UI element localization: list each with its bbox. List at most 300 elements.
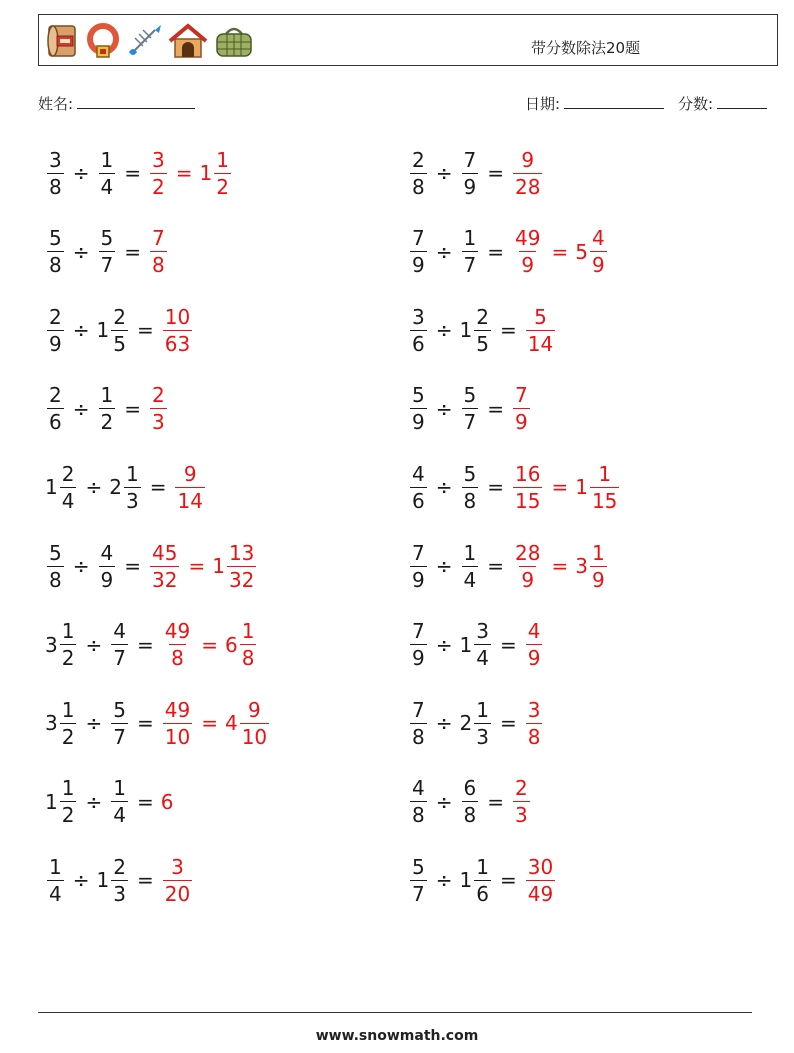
fraction — [124, 461, 141, 513]
fraction — [410, 383, 427, 435]
numerator: 7 — [515, 383, 528, 408]
mixed-number — [511, 540, 544, 592]
mixed-number — [97, 383, 118, 435]
mixed-number — [408, 619, 429, 671]
numerator: 1 — [216, 147, 229, 172]
whole-part: 6 — [224, 632, 238, 657]
numerator: 7 — [412, 226, 425, 251]
fraction — [474, 304, 491, 356]
numerator: 7 — [463, 147, 477, 172]
mixed-number — [459, 619, 493, 671]
numerator: 4 — [412, 776, 425, 801]
divide-sign: ÷ — [435, 711, 453, 736]
denominator: 9 — [591, 253, 605, 278]
mixed-number — [148, 226, 169, 278]
denominator: 8 — [152, 253, 165, 278]
numerator: 1 — [591, 540, 605, 565]
numerator: 2 — [412, 147, 425, 172]
mixed-number — [45, 147, 66, 199]
mixed-number — [45, 776, 78, 828]
divide-sign: ÷ — [72, 396, 90, 421]
divide-sign: ÷ — [435, 396, 453, 421]
mixed-number — [511, 226, 544, 278]
numerator: 5 — [100, 226, 114, 251]
fraction — [99, 383, 116, 435]
problem-13 — [45, 615, 258, 675]
fraction — [47, 540, 64, 592]
fraction — [60, 697, 77, 749]
equals-sign: = — [487, 239, 504, 264]
denominator: 8 — [49, 567, 62, 592]
score-field — [678, 93, 767, 114]
name-blank[interactable] — [77, 94, 195, 109]
equals-sign: = — [124, 161, 141, 185]
mixed-number — [408, 776, 429, 828]
numerator: 1 — [463, 540, 477, 565]
fraction — [410, 540, 427, 592]
denominator: 3 — [125, 488, 139, 513]
divide-sign: ÷ — [435, 554, 453, 578]
whole-part: 1 — [199, 161, 213, 185]
numerator: 1 — [61, 697, 75, 722]
equals-sign: = — [487, 789, 504, 814]
numerator: 3 — [152, 147, 165, 172]
equals-sign: = — [487, 554, 504, 578]
numerator: 4 — [591, 226, 605, 251]
mixed-number — [459, 697, 493, 749]
fraction — [513, 383, 530, 435]
fraction — [462, 776, 479, 828]
divide-sign: ÷ — [72, 318, 90, 343]
mixed-number — [45, 854, 66, 906]
mixed-number — [408, 304, 429, 356]
answer — [511, 226, 609, 278]
problem-9 — [45, 457, 207, 517]
score-blank[interactable] — [717, 94, 767, 109]
numerator: 5 — [412, 383, 425, 408]
mixed-number — [109, 776, 130, 828]
fraction — [462, 147, 479, 199]
mixed-number — [97, 540, 118, 592]
whole-part: 1 — [459, 632, 473, 657]
mixed-number — [224, 697, 271, 749]
fraction — [163, 854, 192, 906]
equals-sign: = — [136, 632, 154, 657]
denominator: 4 — [49, 881, 62, 906]
answer — [524, 619, 545, 671]
denominator: 6 — [49, 410, 62, 435]
denominator: 5 — [113, 331, 126, 356]
header-box — [38, 14, 778, 66]
divide-sign: ÷ — [72, 161, 90, 185]
equals-sign: = — [551, 554, 569, 578]
denominator: 32 — [228, 567, 255, 592]
numerator: 1 — [125, 461, 139, 486]
mixed-number — [212, 540, 258, 592]
answer — [148, 540, 258, 592]
answer — [524, 697, 545, 749]
fraction — [150, 226, 167, 278]
mixed-number — [511, 461, 544, 513]
answer — [511, 540, 609, 592]
denominator: 8 — [412, 724, 425, 749]
denominator: 10 — [241, 724, 268, 749]
numerator: 1 — [100, 147, 114, 172]
denominator: 8 — [412, 803, 425, 828]
whole-part: 1 — [96, 868, 110, 893]
fraction — [163, 619, 192, 671]
denominator: 4 — [113, 803, 126, 828]
problem-12 — [408, 536, 609, 596]
problem-18 — [408, 772, 532, 832]
mixed-number — [109, 461, 142, 513]
numerator: 2 — [515, 776, 528, 801]
mixed-number — [575, 461, 621, 513]
denominator: 4 — [61, 488, 75, 513]
answer — [148, 147, 233, 199]
numerator: 1 — [61, 619, 75, 644]
fraction — [526, 697, 543, 749]
fraction — [150, 147, 167, 199]
problem-7 — [45, 379, 169, 439]
numerator: 4 — [113, 619, 126, 644]
divide-sign: ÷ — [72, 554, 90, 578]
fraction — [99, 226, 116, 278]
answer — [148, 226, 169, 278]
mixed-number — [408, 854, 429, 906]
divide-sign: ÷ — [435, 475, 453, 500]
date-blank[interactable] — [564, 94, 664, 109]
fraction — [47, 383, 64, 435]
fraction — [590, 461, 619, 513]
fraction — [513, 540, 542, 592]
answer — [511, 461, 621, 513]
answer — [173, 461, 206, 513]
denominator: 9 — [100, 567, 114, 592]
mixed-number — [408, 461, 429, 513]
numerator: 2 — [61, 461, 75, 486]
problem-4 — [408, 222, 609, 282]
fraction — [240, 619, 257, 671]
denominator: 8 — [241, 646, 255, 671]
mixed-number — [459, 304, 493, 356]
mixed-number — [224, 619, 258, 671]
problem-11 — [45, 536, 258, 596]
ring-icon — [85, 22, 121, 60]
numerator: 7 — [412, 540, 425, 565]
fraction — [163, 304, 192, 356]
mixed-number — [45, 619, 78, 671]
fishbone-icon — [125, 22, 163, 60]
denominator: 14 — [177, 488, 203, 513]
denominator: 28 — [515, 174, 541, 199]
fraction — [590, 226, 607, 278]
whole-part: 1 — [459, 868, 473, 893]
denominator: 9 — [463, 174, 477, 199]
mixed-number — [408, 697, 429, 749]
denominator: 9 — [49, 331, 62, 356]
answer — [511, 776, 532, 828]
fraction — [150, 540, 179, 592]
numerator: 4 — [412, 461, 425, 486]
denominator: 5 — [476, 331, 489, 356]
denominator: 8 — [527, 724, 541, 749]
whole-part: 3 — [45, 711, 58, 736]
denominator: 10 — [164, 724, 191, 749]
denominator: 63 — [164, 331, 191, 356]
mixed-number — [575, 540, 608, 592]
fraction — [410, 776, 427, 828]
mixed-number — [109, 697, 130, 749]
answer — [148, 383, 169, 435]
denominator: 8 — [49, 253, 62, 278]
numerator: 5 — [49, 226, 62, 251]
denominator: 7 — [463, 253, 477, 278]
equals-sign: = — [499, 711, 517, 736]
mixed-number — [45, 304, 66, 356]
problem-15 — [45, 693, 271, 753]
mixed-number — [109, 619, 130, 671]
numerator: 49 — [164, 697, 191, 722]
mixed-number — [511, 147, 544, 199]
denominator: 2 — [100, 410, 114, 435]
denominator: 7 — [113, 724, 126, 749]
numerator: 5 — [412, 854, 425, 879]
problem-14 — [408, 615, 544, 675]
numerator: 1 — [113, 776, 126, 801]
equals-sign: = — [487, 396, 504, 421]
equals-sign: = — [499, 318, 517, 343]
whole-part: 1 — [45, 789, 58, 814]
divide-sign: ÷ — [435, 632, 453, 657]
fraction — [410, 697, 427, 749]
fraction — [47, 147, 64, 199]
denominator: 7 — [113, 646, 126, 671]
numerator: 1 — [49, 854, 62, 879]
problem-6 — [408, 300, 557, 360]
fraction — [513, 461, 542, 513]
numerator: 1 — [241, 619, 255, 644]
numerator: 7 — [152, 226, 165, 251]
worksheet-title: 带分数除法20题 — [531, 39, 641, 57]
whole-part: 1 — [459, 318, 473, 343]
date-label: 日期: — [525, 95, 561, 113]
fraction — [526, 304, 555, 356]
fraction — [111, 304, 128, 356]
numerator: 6 — [463, 776, 477, 801]
numerator: 2 — [113, 304, 126, 329]
denominator: 32 — [152, 567, 178, 592]
numerator: 45 — [152, 540, 178, 565]
denominator: 4 — [463, 567, 477, 592]
answer — [511, 147, 544, 199]
mixed-number — [173, 461, 206, 513]
fraction — [47, 304, 64, 356]
denominator: 7 — [463, 410, 477, 435]
denominator: 2 — [61, 646, 75, 671]
mixed-number — [97, 226, 118, 278]
mixed-number — [45, 226, 66, 278]
equals-sign: = — [136, 318, 154, 343]
problem-5 — [45, 300, 194, 360]
equals-sign: = — [499, 632, 517, 657]
fraction — [150, 383, 167, 435]
denominator: 4 — [100, 174, 114, 199]
denominator: 49 — [527, 881, 554, 906]
denominator: 14 — [527, 331, 554, 356]
denominator: 9 — [412, 567, 425, 592]
name-label: 姓名: — [38, 95, 74, 113]
divide-sign: ÷ — [85, 632, 103, 657]
problem-17 — [45, 772, 173, 832]
numerator: 9 — [521, 147, 535, 172]
numerator: 1 — [61, 776, 75, 801]
equals-sign: = — [124, 396, 141, 421]
name-field — [38, 93, 195, 114]
numerator: 1 — [598, 461, 612, 486]
fraction — [410, 226, 427, 278]
divide-sign: ÷ — [72, 239, 90, 264]
whole-part: 2 — [459, 711, 473, 736]
numerator: 3 — [49, 147, 62, 172]
fraction — [60, 619, 77, 671]
denominator: 8 — [412, 174, 425, 199]
numerator: 5 — [463, 383, 477, 408]
numerator: 28 — [515, 540, 541, 565]
fraction — [513, 147, 542, 199]
mixed-number — [161, 619, 194, 671]
answer — [161, 304, 194, 356]
answer — [511, 383, 532, 435]
answer — [161, 697, 271, 749]
numerator: 2 — [49, 304, 62, 329]
equals-sign: = — [201, 632, 218, 657]
equals-sign: = — [551, 239, 569, 264]
numerator: 1 — [100, 383, 114, 408]
numerator: 5 — [113, 697, 126, 722]
numerator: 3 — [476, 619, 489, 644]
numerator: 7 — [412, 619, 425, 644]
equals-sign: = — [149, 475, 167, 500]
denominator: 8 — [463, 488, 477, 513]
footer-divider — [38, 1012, 752, 1013]
denominator: 15 — [591, 488, 618, 513]
denominator: 9 — [412, 646, 425, 671]
numerator: 3 — [412, 304, 425, 329]
fraction — [410, 304, 427, 356]
numerator: 1 — [476, 854, 489, 879]
divide-sign: ÷ — [435, 789, 453, 814]
numerator: 16 — [515, 461, 541, 486]
numerator: 7 — [412, 697, 425, 722]
whole-part: 2 — [109, 475, 122, 500]
mixed-number — [161, 697, 194, 749]
numerator: 10 — [164, 304, 191, 329]
fraction — [410, 619, 427, 671]
fraction — [474, 854, 491, 906]
fraction — [111, 697, 128, 749]
whole-part: 1 — [575, 475, 588, 500]
score-label: 分数: — [678, 95, 714, 113]
equals-sign: = — [124, 554, 141, 578]
fraction — [175, 461, 204, 513]
mixed-number — [148, 147, 169, 199]
equals-sign: = — [499, 868, 517, 893]
denominator: 9 — [521, 253, 535, 278]
denominator: 2 — [216, 174, 229, 199]
mixed-number — [408, 226, 429, 278]
divide-sign: ÷ — [435, 868, 453, 893]
denominator: 2 — [61, 724, 75, 749]
mixed-number — [460, 776, 481, 828]
problem-2 — [408, 143, 544, 203]
fraction — [214, 147, 231, 199]
equals-sign: = — [136, 711, 154, 736]
mixed-number — [524, 697, 545, 749]
numerator: 1 — [463, 226, 477, 251]
divide-sign: ÷ — [85, 711, 103, 736]
answer — [161, 790, 174, 814]
mixed-number — [460, 226, 481, 278]
mixed-number — [459, 854, 493, 906]
numerator: 5 — [49, 540, 62, 565]
problem-16 — [408, 693, 544, 753]
mixed-number — [161, 790, 174, 814]
whole-part: 4 — [224, 711, 238, 736]
fraction — [410, 461, 427, 513]
numerator: 3 — [527, 697, 541, 722]
numerator: 5 — [463, 461, 477, 486]
fraction — [410, 854, 427, 906]
denominator: 3 — [515, 803, 528, 828]
denominator: 4 — [476, 646, 489, 671]
fraction — [99, 147, 116, 199]
denominator: 9 — [412, 253, 425, 278]
fraction — [99, 540, 116, 592]
fraction — [526, 854, 555, 906]
whole-part: 3 — [45, 632, 58, 657]
divide-sign: ÷ — [435, 318, 453, 343]
fraction — [240, 697, 269, 749]
divide-sign: ÷ — [85, 789, 103, 814]
denominator: 8 — [171, 646, 184, 671]
numerator: 2 — [476, 304, 489, 329]
whole-part: 3 — [575, 554, 588, 578]
denominator: 9 — [515, 410, 528, 435]
mixed-number — [161, 304, 194, 356]
mixed-number — [96, 304, 130, 356]
mixed-number — [408, 147, 429, 199]
denominator: 8 — [463, 803, 477, 828]
fraction — [47, 854, 64, 906]
answer — [161, 854, 194, 906]
mixed-number — [408, 383, 429, 435]
mixed-number — [524, 854, 557, 906]
mixed-number — [408, 540, 429, 592]
doghouse-icon — [167, 22, 209, 60]
problem-1 — [45, 143, 233, 203]
denominator: 9 — [527, 646, 541, 671]
answer — [161, 619, 259, 671]
numerator: 49 — [164, 619, 191, 644]
denominator: 6 — [476, 881, 489, 906]
numerator: 2 — [152, 383, 165, 408]
denominator: 3 — [152, 410, 165, 435]
denominator: 9 — [412, 410, 425, 435]
mixed-number — [161, 854, 194, 906]
whole-part: 6 — [160, 789, 174, 814]
numerator: 2 — [49, 383, 62, 408]
